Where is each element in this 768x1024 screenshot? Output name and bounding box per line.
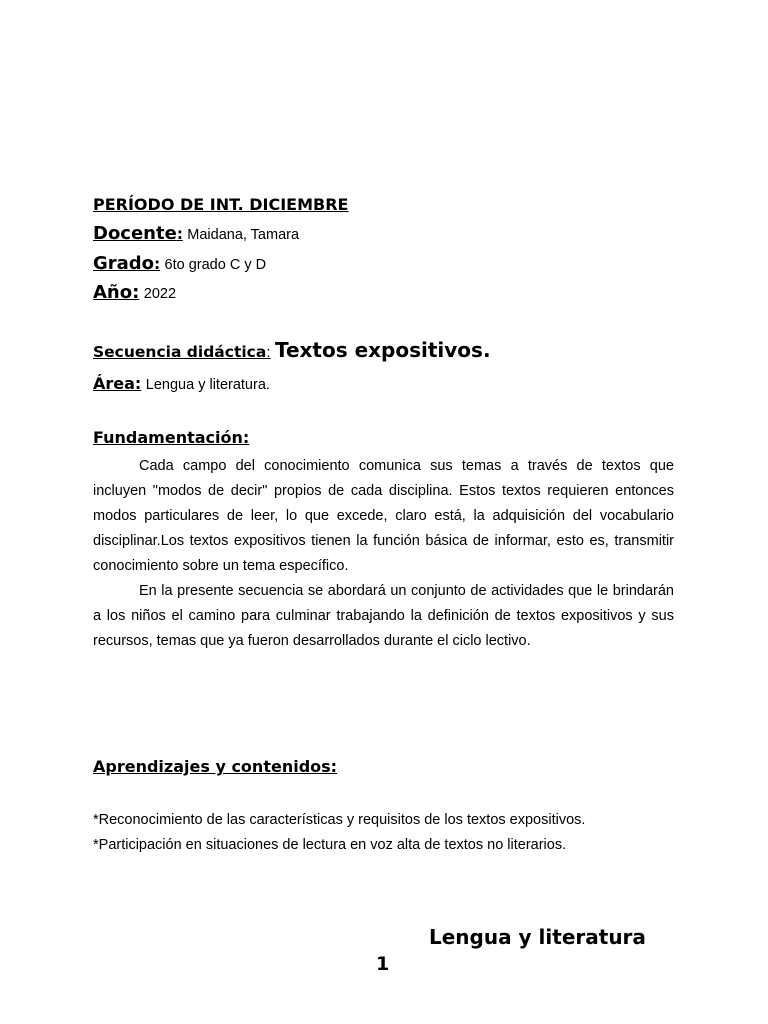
anio-line (93, 282, 176, 303)
list-item: *Participación en situaciones de lectura en voz alta de textos no literarios. (93, 837, 567, 853)
list-item: *Reconocimiento de las características y requisitos de los textos expositivos. (93, 812, 586, 828)
docente-value: Maidana, Tamara (187, 227, 300, 243)
anio-label: Año: (93, 282, 140, 303)
fundamentacion-body (93, 454, 674, 654)
docente-line (93, 223, 299, 244)
sequence-label: Secuencia didáctica (93, 343, 267, 361)
footer-title: Lengua y literatura (429, 925, 646, 949)
fundamentacion-paragraph: Cada campo del conocimiento comunica sus temas a través de textos que incluyen "modos de decir" propios de cada disciplina. Estos textos requieren entonces modos particulares de leer, lo que excede, claro está, la adquisición del vocabulario disciplinar.Los textos expositivos tienen la función básica de informar, esto es, transmitir conocimiento sobre un tema específico. (93, 458, 674, 574)
grado-line (93, 253, 266, 274)
sequence-line (93, 338, 491, 362)
sequence-colon: : (266, 344, 271, 361)
docente-colon: : (176, 225, 183, 243)
grado-label: Grado (93, 253, 155, 274)
period-title: PERÍODO DE INT. DICIEMBRE (93, 195, 349, 214)
anio-value: 2022 (143, 286, 177, 302)
area-value: Lengua y literatura. (145, 377, 270, 393)
docente-label: Docente (93, 223, 177, 244)
area-label: Área: (93, 374, 142, 393)
sequence-title: Textos expositivos. (274, 338, 491, 362)
area-line (93, 374, 270, 394)
grado-value: 6to grado C y D (164, 257, 267, 273)
fundamentacion-heading: Fundamentación: (93, 428, 250, 447)
grado-colon: : (154, 255, 161, 273)
aprendizajes-heading: Aprendizajes y contenidos: (93, 757, 338, 776)
page-number: 1 (376, 953, 390, 975)
fundamentacion-paragraph: En la presente secuencia se abordará un conjunto de actividades que le brindarán a los niños el camino para culminar trabajando la definición de textos expositivos y sus recursos, temas que ya fueron desarrollados durante el ciclo lectivo. (93, 583, 674, 649)
